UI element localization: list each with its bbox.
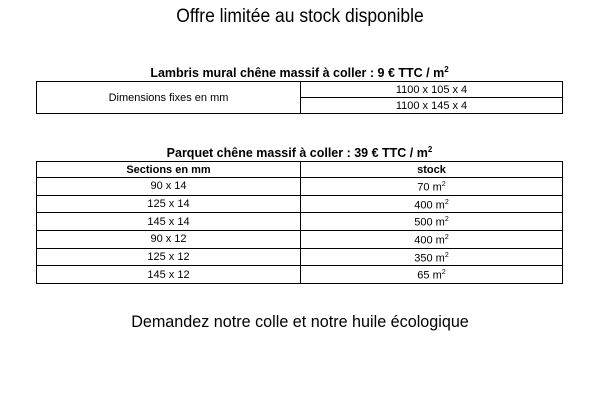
stock-unit: m <box>435 252 445 265</box>
footer-note: Demandez notre colle et notre huile écologique <box>131 312 469 331</box>
section-cell: 125 x 12 <box>37 248 301 266</box>
table-row <box>37 230 563 248</box>
stock-unit-sup: 2 <box>441 269 446 277</box>
stock-value: 350 <box>414 252 433 265</box>
parquet-table <box>36 161 563 284</box>
stock-unit: m <box>435 199 445 212</box>
stock-cell <box>301 213 563 231</box>
dimensions-label: Dimensions fixes en mm <box>37 82 301 114</box>
parquet-heading <box>36 145 563 160</box>
stock-cell <box>301 230 563 248</box>
dimension-cell: 1100 x 145 x 4 <box>301 98 563 114</box>
section-cell: 145 x 14 <box>37 213 301 231</box>
stock-unit: m <box>432 269 442 282</box>
column-header-stock: stock <box>301 162 563 178</box>
stock-unit: m <box>435 216 445 229</box>
stock-unit: m <box>432 181 442 194</box>
table-row <box>37 178 563 196</box>
lambris-heading-text: Lambris mural chêne massif à coller : 9 € TTC / m <box>150 66 445 81</box>
stock-value: 65 <box>417 269 430 282</box>
stock-unit-sup: 2 <box>444 198 449 206</box>
stock-unit-sup: 2 <box>444 233 449 241</box>
lambris-table <box>36 81 563 114</box>
table-row <box>37 266 563 284</box>
stock-unit-sup: 2 <box>444 216 449 224</box>
table-header-row <box>37 162 563 178</box>
lambris-heading <box>36 65 563 80</box>
table-row <box>37 248 563 266</box>
table-row <box>37 213 563 231</box>
table-row <box>37 195 563 213</box>
stock-value: 500 <box>414 216 433 229</box>
lambris-heading-sup: 2 <box>444 65 449 74</box>
section-cell: 125 x 14 <box>37 195 301 213</box>
dimension-cell: 1100 x 105 x 4 <box>301 82 563 98</box>
stock-cell <box>301 195 563 213</box>
parquet-heading-sup: 2 <box>427 145 433 154</box>
section-cell: 90 x 14 <box>37 178 301 196</box>
parquet-heading-text: Parquet chêne massif à coller : 39 € TTC / m <box>166 146 428 161</box>
stock-unit: m <box>435 234 445 247</box>
stock-cell <box>301 266 563 284</box>
stock-cell <box>301 248 563 266</box>
page-title: Offre limitée au stock disponible <box>176 6 424 27</box>
table-row <box>37 82 563 98</box>
section-cell: 90 x 12 <box>37 230 301 248</box>
stock-value: 400 <box>414 199 433 212</box>
column-header-sections: Sections en mm <box>37 162 301 178</box>
stock-unit-sup: 2 <box>441 181 446 188</box>
stock-unit-sup: 2 <box>444 251 449 259</box>
stock-value: 70 <box>417 181 430 194</box>
section-cell: 145 x 12 <box>37 266 301 284</box>
stock-cell <box>301 178 563 196</box>
stock-value: 400 <box>414 234 433 247</box>
parquet-table-body <box>37 178 563 284</box>
